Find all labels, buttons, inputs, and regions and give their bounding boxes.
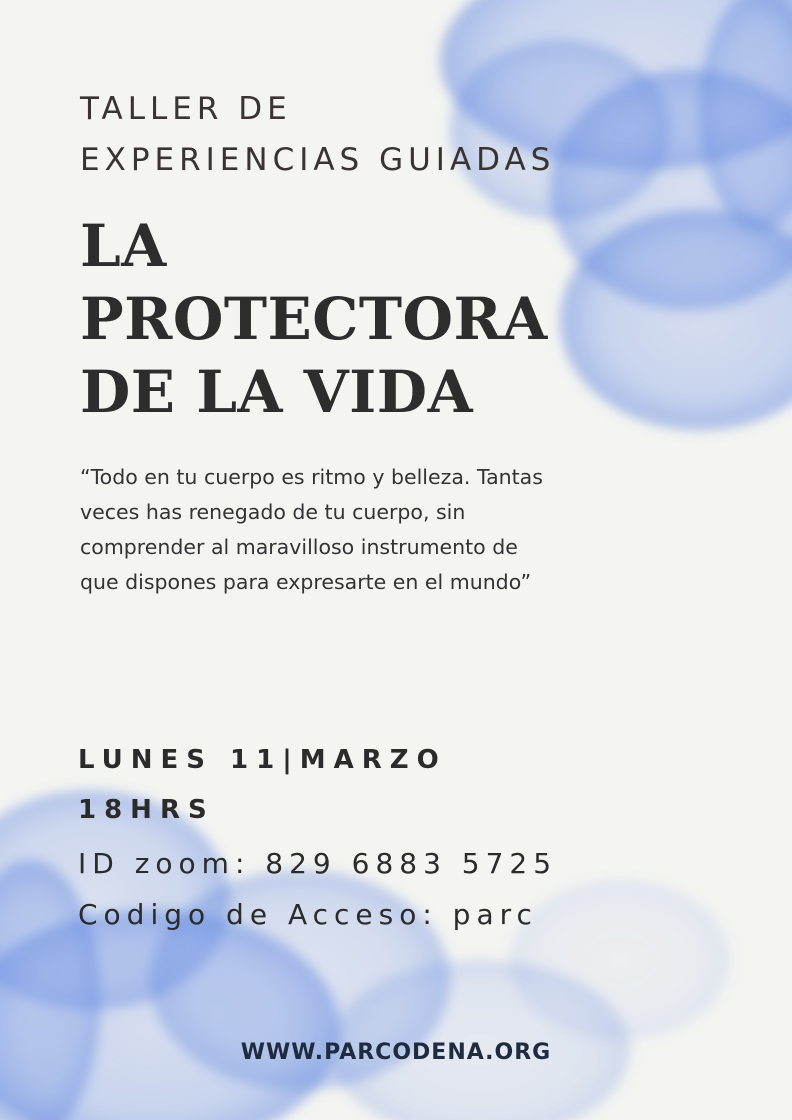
zoom-details <box>78 838 557 940</box>
event-title <box>80 210 548 429</box>
quote-line: que dispones para expresarte en el mundo” <box>80 570 532 594</box>
subtitle-line: TALLER DE <box>80 91 292 127</box>
zoom-access-code: Codigo de Acceso: parc <box>78 898 538 931</box>
quote-line: “Todo en tu cuerpo es ritmo y belleza. Tantas <box>80 465 543 489</box>
website-link[interactable]: WWW.PARCODENA.ORG <box>240 1040 552 1065</box>
event-schedule <box>78 735 447 835</box>
quote-line: comprender al maravilloso instrumento de <box>80 535 518 559</box>
workshop-subtitle <box>80 84 555 186</box>
event-time: 18HRS <box>78 795 215 825</box>
zoom-id: ID zoom: 829 6883 5725 <box>78 847 558 880</box>
quote-line: veces has renegado de tu cuerpo, sin <box>80 500 466 524</box>
subtitle-line: EXPERIENCIAS GUIADAS <box>80 142 556 178</box>
title-line: LA <box>80 212 167 280</box>
event-date: LUNES 11|MARZO <box>78 745 447 775</box>
quote-text <box>80 460 640 600</box>
title-line: PROTECTORA <box>80 285 548 353</box>
title-line: DE LA VIDA <box>80 358 474 426</box>
